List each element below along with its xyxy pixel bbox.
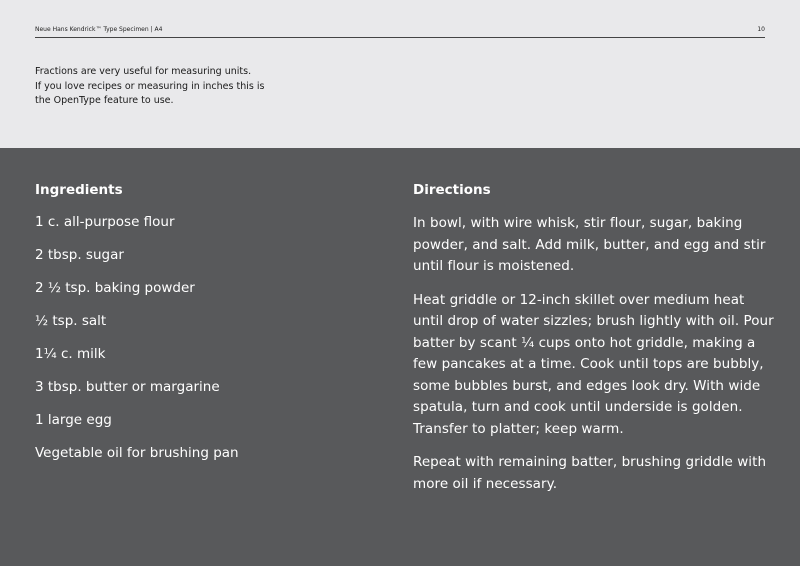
direction-line: Heat griddle or 12-inch skillet over medium heat <box>413 291 745 308</box>
ingredient-item: 2 ½ tsp. baking powder <box>35 280 195 296</box>
direction-paragraph <box>413 213 773 278</box>
direction-line: few pancakes at a time. Cook until tops are bubbly, <box>413 356 764 372</box>
direction-line: batter by scant ¼ cups onto hot griddle, making a <box>413 334 756 351</box>
direction-line: more oil if necessary. <box>413 475 558 492</box>
intro-line: the OpenType feature to use. <box>35 95 174 106</box>
direction-line: until drop of water sizzles; brush lightly with oil. Pour <box>413 313 774 329</box>
intro-text <box>35 65 335 109</box>
top-section <box>0 0 800 148</box>
page-header <box>35 26 765 38</box>
directions-column <box>413 181 773 507</box>
ingredient-item: Vegetable oil for brushing pan <box>35 445 239 461</box>
ingredients-heading: Ingredients <box>35 182 123 198</box>
direction-paragraph <box>413 452 773 495</box>
recipe-section <box>0 148 800 566</box>
ingredient-item: 3 tbsp. butter or margarine <box>35 379 220 395</box>
direction-line: spatula, turn and cook until underside is golden. <box>413 399 743 415</box>
direction-line: powder, and salt. Add milk, butter, and egg and stir <box>413 236 766 253</box>
intro-line: Fractions are very useful for measuring units. <box>35 66 252 77</box>
direction-paragraph <box>413 290 773 441</box>
intro-line: If you love recipes or measuring in inches this is <box>35 80 265 92</box>
directions-heading: Directions <box>413 182 491 198</box>
ingredient-item: 2 tbsp. sugar <box>35 247 124 263</box>
ingredients-list <box>35 213 375 477</box>
ingredient-item: ½ tsp. salt <box>35 313 107 329</box>
direction-line: Repeat with remaining batter, brushing griddle with <box>413 454 767 470</box>
direction-line: In bowl, with wire whisk, stir flour, sugar, baking <box>413 215 743 231</box>
page-number: 10 <box>757 26 765 33</box>
ingredient-item: 1 large egg <box>35 412 112 428</box>
header-title: Neue Hans Kendrick™ Type Specimen | A4 <box>35 26 163 33</box>
direction-line: some bubbles burst, and edges look dry. With wide <box>413 377 761 394</box>
direction-line: until flour is moistened. <box>413 258 575 274</box>
direction-line: Transfer to platter; keep warm. <box>413 420 624 437</box>
ingredient-item: 1¼ c. milk <box>35 346 106 362</box>
ingredient-item: 1 c. all-purpose flour <box>35 214 175 230</box>
ingredients-column <box>35 181 375 477</box>
